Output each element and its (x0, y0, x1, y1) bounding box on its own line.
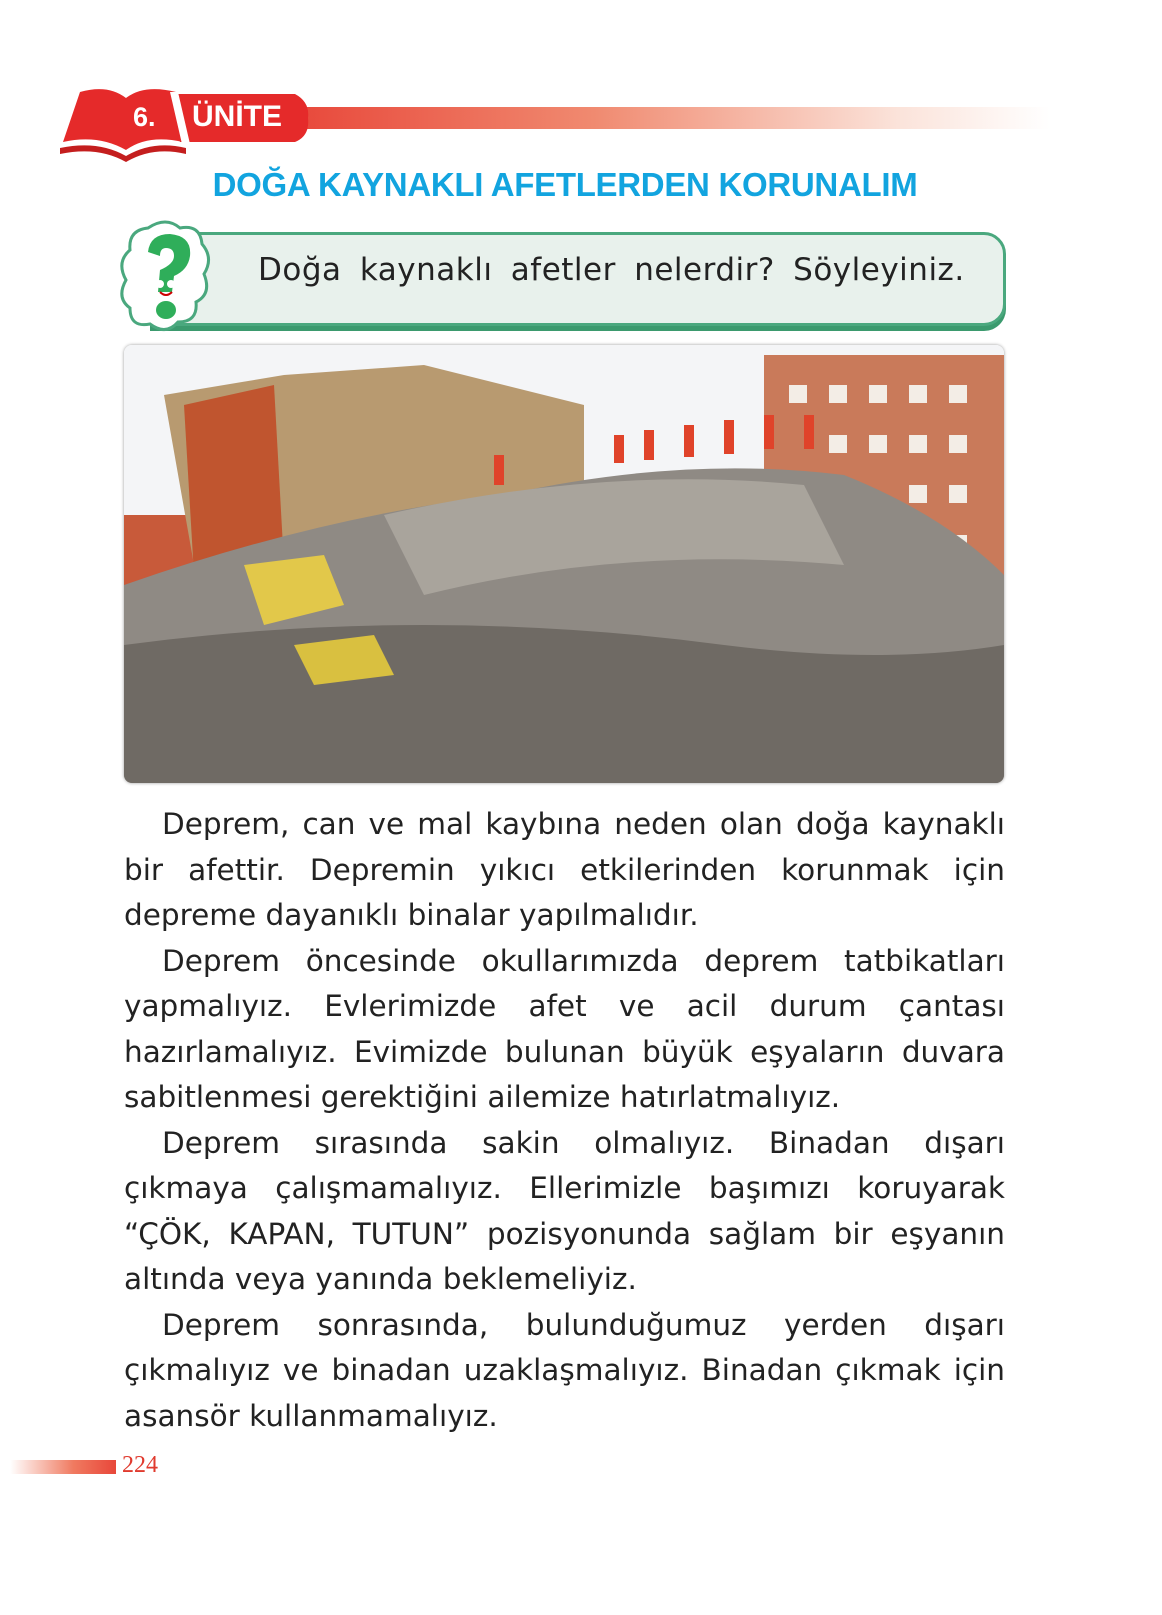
unit-header-bar (290, 107, 1050, 129)
body-text (124, 802, 1005, 1439)
page-title: DOĞA KAYNAKLI AFETLERDEN KORUNALIM (212, 166, 918, 203)
paragraph: Deprem sırasında sakin olmalıyız. Binadan dışarı çıkmaya çalışmamalıyız. Ellerimizle başımızı koruyarak “ÇÖK, KAPAN, TUTUN” pozisyonunda sağlam bir eşyanın altında veya yanında beklemeliyiz. (124, 1125, 1005, 1296)
question-mascot-icon (118, 218, 213, 336)
question-text: Doğa kaynaklı afetler nelerdir? Söyleyiniz. (258, 252, 965, 288)
page-number-bar (10, 1460, 116, 1474)
paragraph: Deprem öncesinde okullarımızda deprem tatbikatları yapmalıyız. Evlerimizde afet ve acil durum çantası hazırlamalıyız. Evimizde bulunan büyük eşyaların duvara sabitlenmesi gerektiğini ailemize hatırlatmalıyız. (124, 943, 1005, 1114)
unit-number: 6. (133, 102, 156, 132)
paragraph: Deprem, can ve mal kaybına neden olan doğa kaynaklı bir afettir. Depremin yıkıcı etkilerinden korunmak için depreme dayanıklı binalar yapılmalıdır. (124, 807, 1005, 932)
paragraph: Deprem sonrasında, bulunduğumuz yerden dışarı çıkmalıyız ve binadan uzaklaşmalıyız. Binadan çıkmak için asansör kullanmamalıyız. (124, 1307, 1005, 1433)
unit-label: ÜNİTE (192, 100, 282, 133)
page-number: 224 (122, 1452, 158, 1478)
earthquake-rubble-photo (124, 345, 1004, 783)
